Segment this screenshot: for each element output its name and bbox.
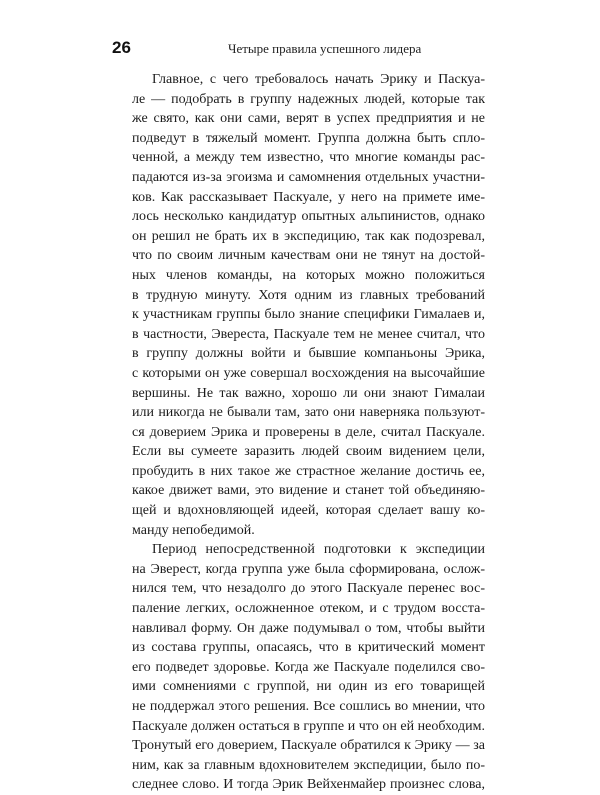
text-line: Период непосредственной подготовки к экспедиции (152, 542, 485, 558)
text-line: Если вы сумеете заразить людей своим видением цели, (132, 444, 485, 460)
text-line: с которыми он уже совершал восхождения на высочайшие (132, 365, 485, 381)
text-line: подведут в тяжелый момент. Группа должна быть спло- (132, 130, 485, 146)
text-line: не поддержал этого решения. Все сошлись во мнении, что (132, 699, 485, 714)
text-line: навливал форму. Он даже подумывал о том, чтобы выйти (132, 620, 485, 636)
text-line: на Эверест, когда группа уже была сформирована, ослож- (132, 561, 485, 577)
text-line: нился тем, что незадолго до этого Паскуале перенес вос- (132, 581, 485, 597)
text-line: Главное, с чего требовалось начать Эрику и Паскуа- (152, 72, 485, 87)
paragraph (132, 70, 485, 540)
text-line: что по своим личным качествам они не тянут на достой- (132, 248, 485, 264)
text-line: его подведет здоровье. Когда же Паскуале поделился сво- (132, 659, 485, 675)
text-line: же свято, как они сами, верят в успех предприятия и не (132, 111, 485, 127)
page-number: 26 (112, 38, 131, 57)
text-line: лось несколько кандидатур опытных альпинистов, однако (132, 209, 485, 225)
text-line: ими сомнениями с группой, ни один из его товарищей (132, 679, 485, 695)
text-line: щей и вдохновляющей идеей, которая сделает вашу ко- (132, 503, 485, 519)
text-line: ных членов команды, на которых можно положиться (132, 267, 485, 283)
text-line: ле — подобрать в группу надежных людей, которые так (132, 91, 485, 107)
text-line: или никогда не бывали там, зато они наверняка пользуют- (132, 405, 485, 421)
body-text (132, 70, 485, 795)
text-line: к участникам группы было знание специфики Гималаев и, (132, 307, 485, 323)
text-line: он решил не брать их в экспедицию, так как подозревал, (132, 228, 485, 244)
running-title: Четыре правила успешного лидера (228, 41, 422, 56)
text-line: манду непобедимой. (132, 522, 255, 538)
page-header (112, 38, 502, 60)
text-line: в группу должны войти и бывшие компаньоны Эрика, (132, 346, 485, 362)
text-line: в трудную минуту. Хотя одним из главных требований (132, 287, 485, 303)
text-line: паление легких, осложненное отеком, и с трудом восста- (132, 601, 485, 617)
paragraph (132, 540, 485, 795)
text-line: ним, как за главным вдохновителем экспедиции, было по- (132, 757, 485, 773)
text-line: из состава группы, опасаясь, что в критический момент (132, 640, 485, 656)
text-line: ков. Как рассказывает Паскуале, у него на примете име- (132, 189, 485, 205)
text-line: Тронутый его доверием, Паскуале обратился к Эрику — за (132, 738, 485, 754)
text-line: падаются из-за эгоизма и самомнения отдельных участни- (132, 169, 485, 185)
text-line: следнее слово. И тогда Эрик Вейхенмайер произнес слова, (132, 777, 485, 793)
text-line: ся доверием Эрика и проверены в деле, считал Паскуале. (132, 424, 485, 440)
text-line: Паскуале должен остаться в группе и что он ей необходим. (132, 718, 485, 734)
text-line: какое движет вами, это видение и станет той объединяю- (132, 483, 485, 499)
text-line: вершины. Не так важно, хорошо ли они знают Гималаи (132, 385, 485, 401)
text-line: в частности, Эвереста, Паскуале тем не менее считал, что (132, 326, 485, 342)
text-line: ченной, а между тем известно, что многие команды рас- (132, 150, 485, 166)
text-line: пробудить в них такое же страстное желание достичь ее, (132, 463, 485, 479)
